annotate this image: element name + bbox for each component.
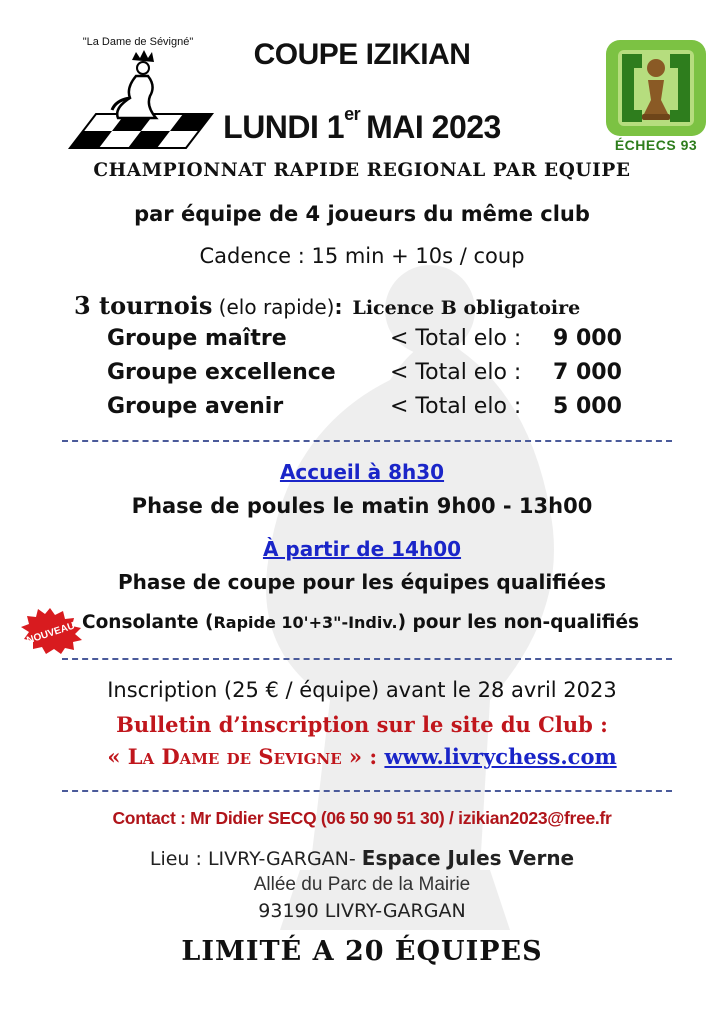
group-name: Groupe avenir xyxy=(107,394,284,419)
separator xyxy=(62,440,672,442)
tournaments-count: 3 tournois xyxy=(74,291,213,320)
consolante-b: Rapide 10'+3"-Indiv. xyxy=(213,613,398,632)
licence-requirement: Licence B obligatoire xyxy=(352,297,581,319)
venue-name: Espace Jules Verne xyxy=(361,846,575,870)
group-elo-label: < Total elo : xyxy=(390,394,522,419)
venue-line xyxy=(0,846,724,870)
event-date xyxy=(0,104,724,146)
quote-close: » : xyxy=(341,744,385,769)
group-elo-value: 7 000 xyxy=(553,360,622,385)
championship-title: CHAMPIONNAT RAPIDE REGIONAL PAR EQUIPE xyxy=(93,160,631,181)
afternoon-link[interactable]: À partir de 14h00 xyxy=(262,537,462,561)
venue-prefix: Lieu : LIVRY-GARGAN- xyxy=(149,848,362,870)
consolante xyxy=(82,612,639,633)
group-elo-value: 9 000 xyxy=(553,326,622,351)
club-site-link[interactable]: www.livrychess.com xyxy=(384,744,617,769)
venue-street: Allée du Parc de la Mairie xyxy=(253,874,471,895)
echecs93-label: ÉCHECS 93 xyxy=(614,137,698,153)
quote-open: « xyxy=(107,744,128,769)
group-name: Groupe excellence xyxy=(107,360,336,385)
date-prefix: LUNDI 1 xyxy=(223,109,345,145)
pools-phase: Phase de poules le matin 9h00 - 13h00 xyxy=(131,494,593,518)
cup-phase: Phase de coupe pour les équipes qualifiées xyxy=(117,570,607,594)
club-name: La Dame de Sevigne xyxy=(127,744,342,769)
badge-text: NOUVEAU xyxy=(25,620,77,647)
date-suffix: MAI 2023 xyxy=(366,109,501,145)
contact-line: Contact : Mr Didier SECQ (06 50 90 51 30) / izikian2023@free.fr xyxy=(112,808,612,828)
afternoon-time xyxy=(0,537,724,561)
separator xyxy=(62,658,672,660)
nouveau-badge-icon xyxy=(16,606,84,654)
welcome-link[interactable]: Accueil à 8h30 xyxy=(279,460,445,484)
tournaments-note: (elo rapide) xyxy=(212,295,335,319)
page-title: COUPE IZIKIAN xyxy=(253,38,471,71)
welcome-time xyxy=(0,460,724,484)
group-name: Groupe maître xyxy=(107,326,287,351)
tournaments-colon: : xyxy=(334,295,343,319)
club-site-line xyxy=(0,744,724,769)
club-logo-text: "La Dame de Sévigné" xyxy=(82,36,194,48)
bulletin-line: Bulletin d’inscription sur le site du Club : xyxy=(116,712,608,737)
team-format: par équipe de 4 joueurs du même club xyxy=(134,202,590,226)
separator xyxy=(62,790,672,792)
group-elo-label: < Total elo : xyxy=(390,360,522,385)
cadence: Cadence : 15 min + 10s / coup xyxy=(199,244,525,268)
tournaments-line xyxy=(74,291,580,320)
group-elo-value: 5 000 xyxy=(553,394,622,419)
venue-city: 93190 LIVRY-GARGAN xyxy=(258,900,466,922)
group-elo-label: < Total elo : xyxy=(390,326,522,351)
team-limit: LIMITÉ A 20 ÉQUIPES xyxy=(181,936,543,967)
consolante-c: ) pour les non-qualifiés xyxy=(397,612,640,633)
date-sup: er xyxy=(344,104,361,124)
registration-fee: Inscription (25 € / équipe) avant le 28 avril 2023 xyxy=(107,678,617,702)
consolante-a: Consolante ( xyxy=(82,612,214,633)
